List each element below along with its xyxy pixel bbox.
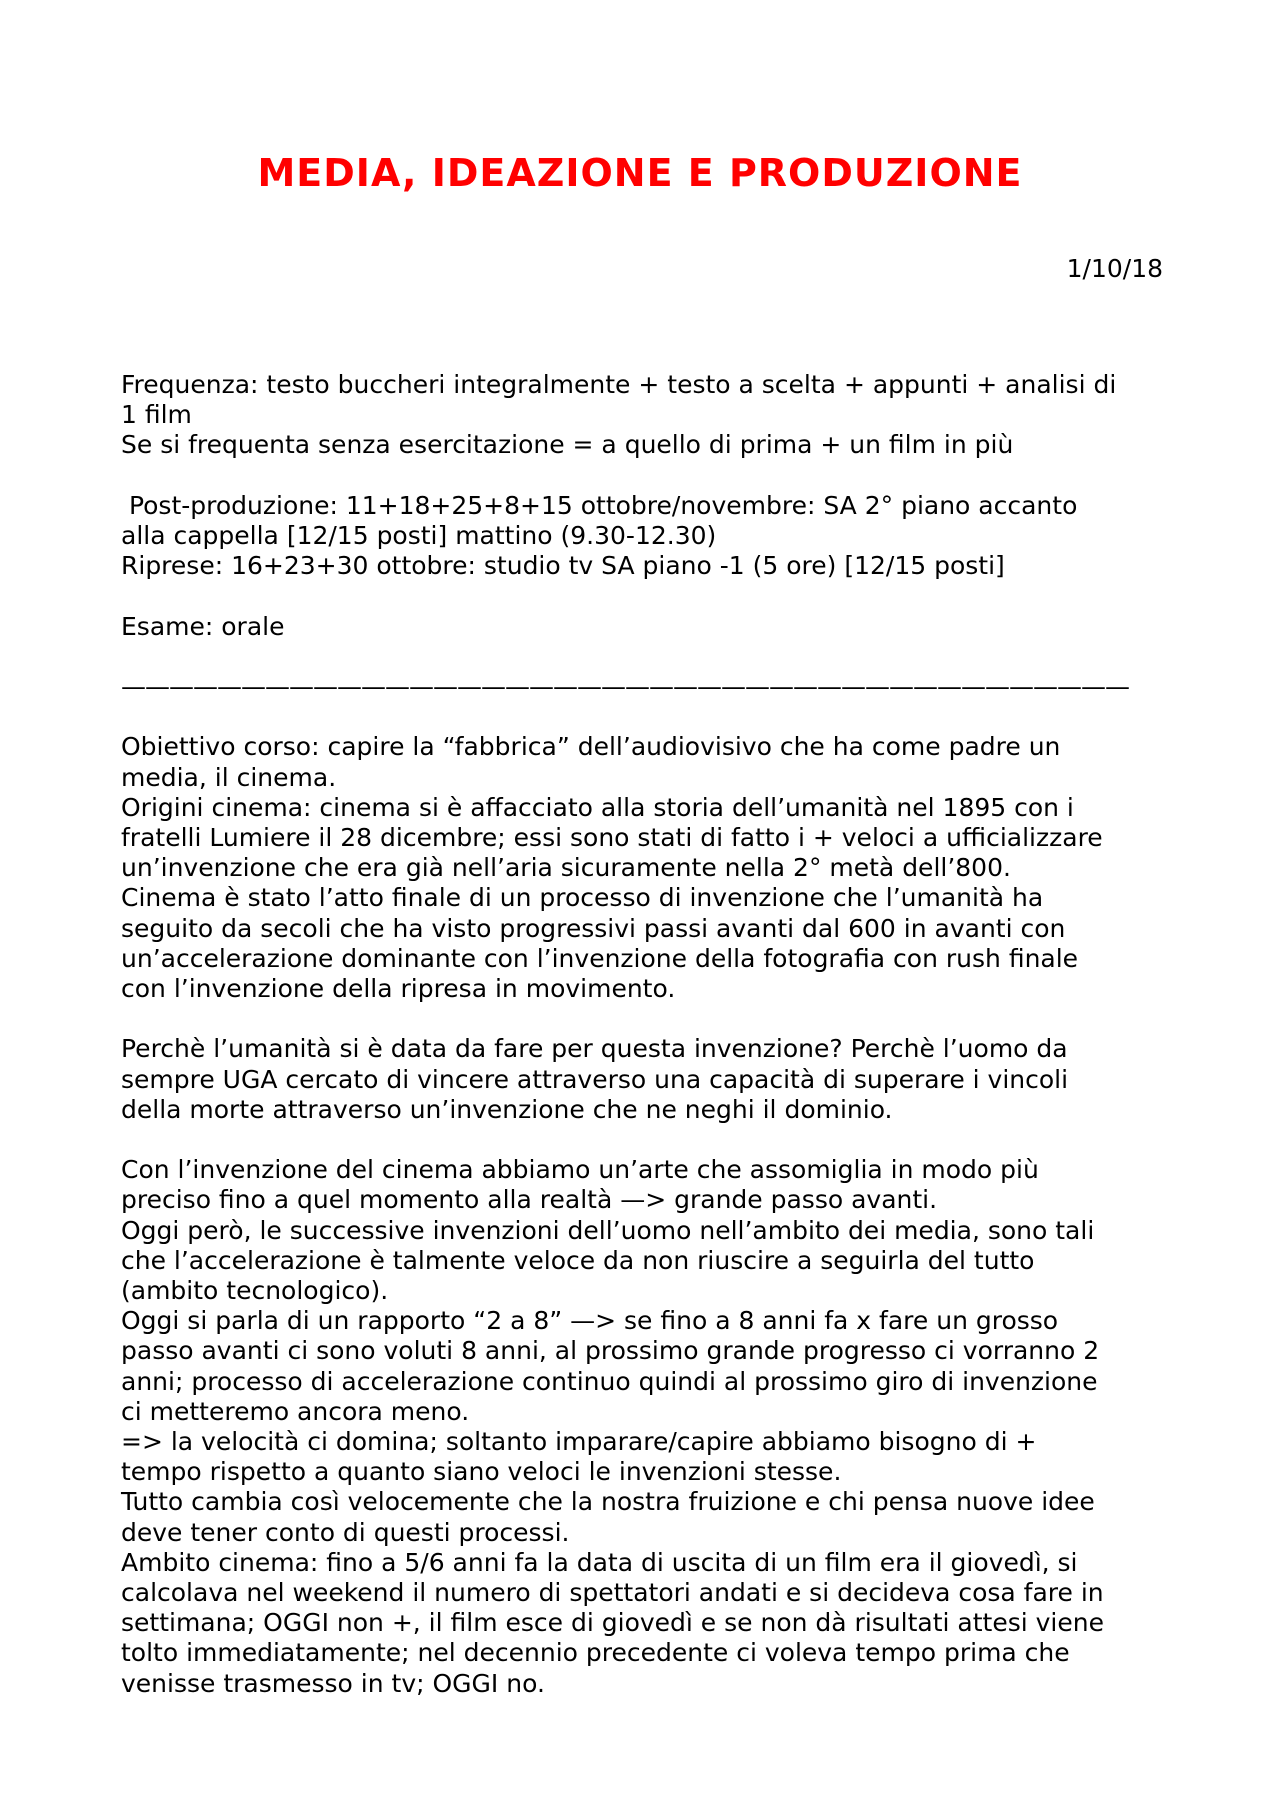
paragraph-perche bbox=[121, 1034, 1166, 1125]
paragraph-line: tempo rispetto a quanto siano veloci le invenzioni stesse. bbox=[121, 1457, 842, 1487]
post-produzione-line-2: alla cappella [12/15 posti] mattino (9.30-12.30) bbox=[121, 521, 717, 550]
spacer bbox=[121, 1125, 1166, 1155]
paragraph-line: un’invenzione che era già nell’aria sicuramente nella 2° metà dell’800. bbox=[121, 853, 1011, 883]
paragraph-line: Oggi si parla di un rapporto “2 a 8” —> se fino a 8 anni fa x fare un grosso bbox=[121, 1306, 1059, 1336]
paragraph-obiettivo bbox=[121, 732, 1166, 1004]
paragraph-line: calcolava nel weekend il numero di spettatori andati e si decideva cosa fare in bbox=[121, 1578, 1104, 1608]
senza-esercitazione-line: Se si frequenta senza esercitazione = a quello di prima + un film in più bbox=[121, 430, 1014, 460]
frequenza-line-1: Frequenza: testo buccheri integralmente + testo a scelta + appunti + analisi di bbox=[121, 370, 1117, 399]
separator-line: —————————————————————————————————————————— bbox=[121, 671, 1129, 701]
paragraph-line: che l’accelerazione è talmente veloce da non riuscire a seguirla del tutto bbox=[121, 1245, 1035, 1275]
post-produzione-line-1: Post-produzione: 11+18+25+8+15 ottobre/novembre: SA 2° piano accanto bbox=[121, 490, 1078, 520]
spacer bbox=[121, 581, 1166, 611]
paragraph-line: => la velocità ci domina; soltanto imparare/capire abbiamo bisogno di + bbox=[121, 1427, 1037, 1457]
paragraph-line: media, il cinema. bbox=[121, 762, 337, 792]
paragraph-line: ci metteremo ancora meno. bbox=[121, 1396, 470, 1426]
frequenza-line-2: 1 film bbox=[121, 400, 192, 430]
paragraph-line: Tutto cambia così velocemente che la nostra fruizione e chi pensa nuove idee bbox=[121, 1487, 1095, 1517]
paragraph-line: venisse trasmesso in tv; OGGI no. bbox=[121, 1668, 545, 1698]
paragraph-line: Ambito cinema: fino a 5/6 anni fa la data di uscita di un film era il giovedì, si bbox=[121, 1547, 1078, 1577]
spacer bbox=[121, 642, 1166, 672]
spacer bbox=[121, 1004, 1166, 1034]
document-title: MEDIA, IDEAZIONE E PRODUZIONE bbox=[257, 151, 1023, 195]
paragraph-line: Perchè l’umanità si è data da fare per questa invenzione? Perchè l’uomo da bbox=[121, 1034, 1068, 1064]
paragraph-line: Cinema è stato l’atto finale di un processo di invenzione che l’umanità ha bbox=[121, 883, 1044, 913]
paragraph-line: Obiettivo corso: capire la “fabbrica” dell’audiovisivo che ha come padre un bbox=[121, 732, 1061, 762]
paragraph-line: fratelli Lumiere il 28 dicembre; essi sono stati di fatto i + veloci a ufficializzare bbox=[121, 822, 1103, 852]
paragraph-line: deve tener conto di questi processi. bbox=[121, 1517, 570, 1547]
paragraph-line: Con l’invenzione del cinema abbiamo un’arte che assomiglia in modo più bbox=[121, 1155, 1039, 1185]
paragraph-line: seguito da secoli che ha visto progressivi passi avanti dal 600 in avanti con bbox=[121, 913, 1066, 943]
document-date: 1/10/18 bbox=[1066, 254, 1163, 283]
document-body bbox=[121, 370, 1166, 1699]
spacer bbox=[121, 461, 1166, 491]
paragraph-line: passo avanti ci sono voluti 8 anni, al prossimo grande progresso ci vorranno 2 bbox=[121, 1336, 1100, 1366]
paragraph-line: sempre UGA cercato di vincere attraverso una capacità di superare i vincoli bbox=[121, 1064, 1069, 1094]
paragraph-line: tolto immediatamente; nel decennio precedente ci voleva tempo prima che bbox=[121, 1638, 1070, 1668]
paragraph-line: anni; processo di accelerazione continuo quindi al prossimo giro di invenzione bbox=[121, 1366, 1098, 1396]
esame-line: Esame: orale bbox=[121, 611, 285, 641]
paragraph-line: con l’invenzione della ripresa in movimento. bbox=[121, 974, 676, 1003]
paragraph-invenzione-cinema bbox=[121, 1155, 1166, 1699]
paragraph-line: Origini cinema: cinema si è affacciato alla storia dell’umanità nel 1895 con i bbox=[121, 792, 1074, 822]
spacer bbox=[121, 702, 1166, 732]
paragraph-line: (ambito tecnologico). bbox=[121, 1276, 389, 1305]
paragraph-line: della morte attraverso un’invenzione che ne neghi il dominio. bbox=[121, 1094, 893, 1124]
paragraph-line: settimana; OGGI non +, il film esce di giovedì e se non dà risultati attesi viene bbox=[121, 1608, 1104, 1638]
paragraph-line: Oggi però, le successive invenzioni dell’uomo nell’ambito dei media, sono tali bbox=[121, 1215, 1095, 1245]
paragraph-line: preciso fino a quel momento alla realtà —> grande passo avanti. bbox=[121, 1185, 938, 1215]
paragraph-line: un’accelerazione dominante con l’invenzione della fotografia con rush finale bbox=[121, 943, 1079, 973]
riprese-line: Riprese: 16+23+30 ottobre: studio tv SA piano -1 (5 ore) [12/15 posti] bbox=[121, 551, 1005, 581]
